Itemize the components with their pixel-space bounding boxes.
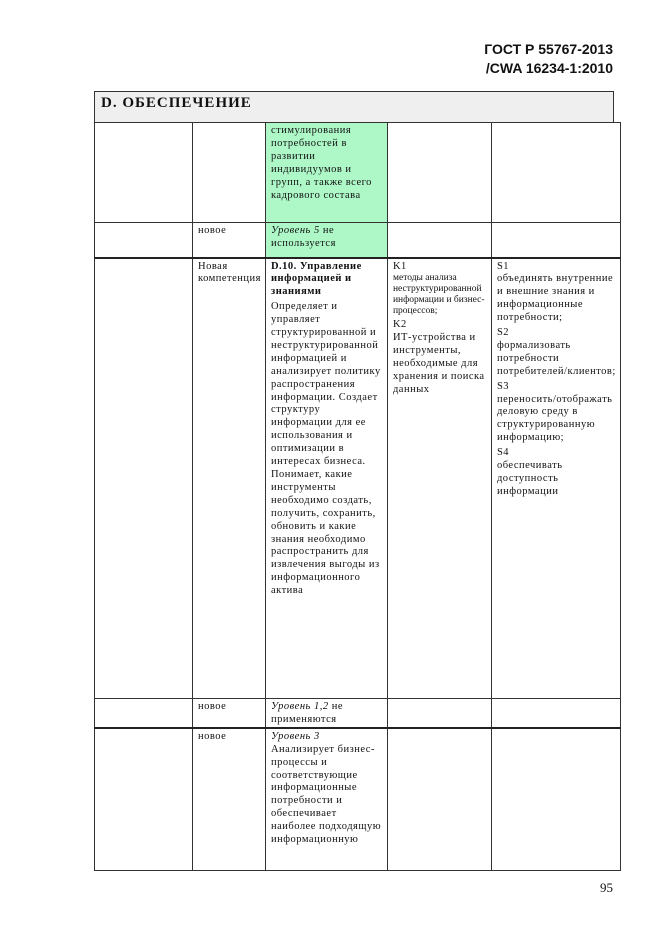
table-cell [265,258,387,699]
table-cell: Новая компетенция [193,258,266,699]
knowledge-text: ИТ-устройства и инструменты, необходимые для хранения и поиска данных [392,332,485,395]
table-cell: новое [193,728,266,871]
table-cell [193,123,266,223]
knowledge-label: K1 [392,260,407,272]
competence-title: D.10. Управление информацией и знаниями [270,260,362,298]
skill-label: S3 [496,380,510,392]
table-cell [491,123,620,223]
table-cell [387,258,491,699]
section-title-bar [94,91,614,122]
skill-label: S4 [496,447,510,459]
table-cell [95,728,193,871]
knowledge-label: K2 [392,319,407,331]
document-header [484,40,613,78]
table-cell: стимулирования потребностей в развитии индивидуумов и групп, а также всего кадрового состава [265,123,387,223]
table-cell [95,223,193,258]
table-cell [387,223,491,258]
level-note: не применяются [270,701,343,725]
table-row [95,258,621,699]
skill-text: формализовать потребности потребителей/клиентов; [496,339,616,377]
standard-code: ГОСТ Р 55767-2013 [484,41,613,57]
knowledge-text: методы анализа неструктурированной информации и бизнес-процессов; [392,273,485,317]
level-description: Анализирует бизнес-процессы и соответствующие информационные потребности и обеспечивает наиболее подходящую информационную [270,743,382,846]
table-cell [95,258,193,699]
table-cell: новое [193,699,266,728]
skill-label: S1 [496,260,510,272]
table-cell [95,699,193,728]
skill-text: переносить/отображать деловую среду в структурированную информацию; [496,393,613,444]
table-row [95,699,621,728]
competence-description: Определяет и управляет структурированной и неструктурированной информацией и анализирует политику распространения информации. Создает структуру информации для ее использования и оптимизации в интересах бизнеса. Понимает, какие инструменты необходимо создать, получить, сохранить, обновить и какие знания необходимо распространить для извлечения выгоды из информационного актива [270,301,381,597]
table-cell [265,728,387,871]
table-row [95,223,621,258]
table-cell [265,223,387,258]
table-cell [387,728,491,871]
table-cell [491,728,620,871]
table-cell [387,123,491,223]
level-note: не используется [270,225,336,249]
table-row [95,728,621,871]
table-cell [491,699,620,728]
table-cell [95,123,193,223]
level-label: Уровень 3 [270,730,320,742]
level-label: Уровень 5 [270,225,320,236]
section-title: D. ОБЕСПЕЧЕНИЕ [101,95,252,111]
level-label: Уровень 1,2 [270,701,329,712]
skill-label: S2 [496,327,510,339]
competence-table [94,122,621,871]
table-cell [491,223,620,258]
table-cell [491,258,620,699]
skill-text: объединять внутренние и внешние знания и информационные потребности; [496,273,614,324]
skill-text: обеспечивать доступность информации [496,460,563,497]
table-cell: новое [193,223,266,258]
table-cell [387,699,491,728]
page-number: 95 [600,880,613,895]
table-cell [265,699,387,728]
table-row [95,123,621,223]
standard-code-cwa: /CWA 16234-1:2010 [485,60,613,76]
